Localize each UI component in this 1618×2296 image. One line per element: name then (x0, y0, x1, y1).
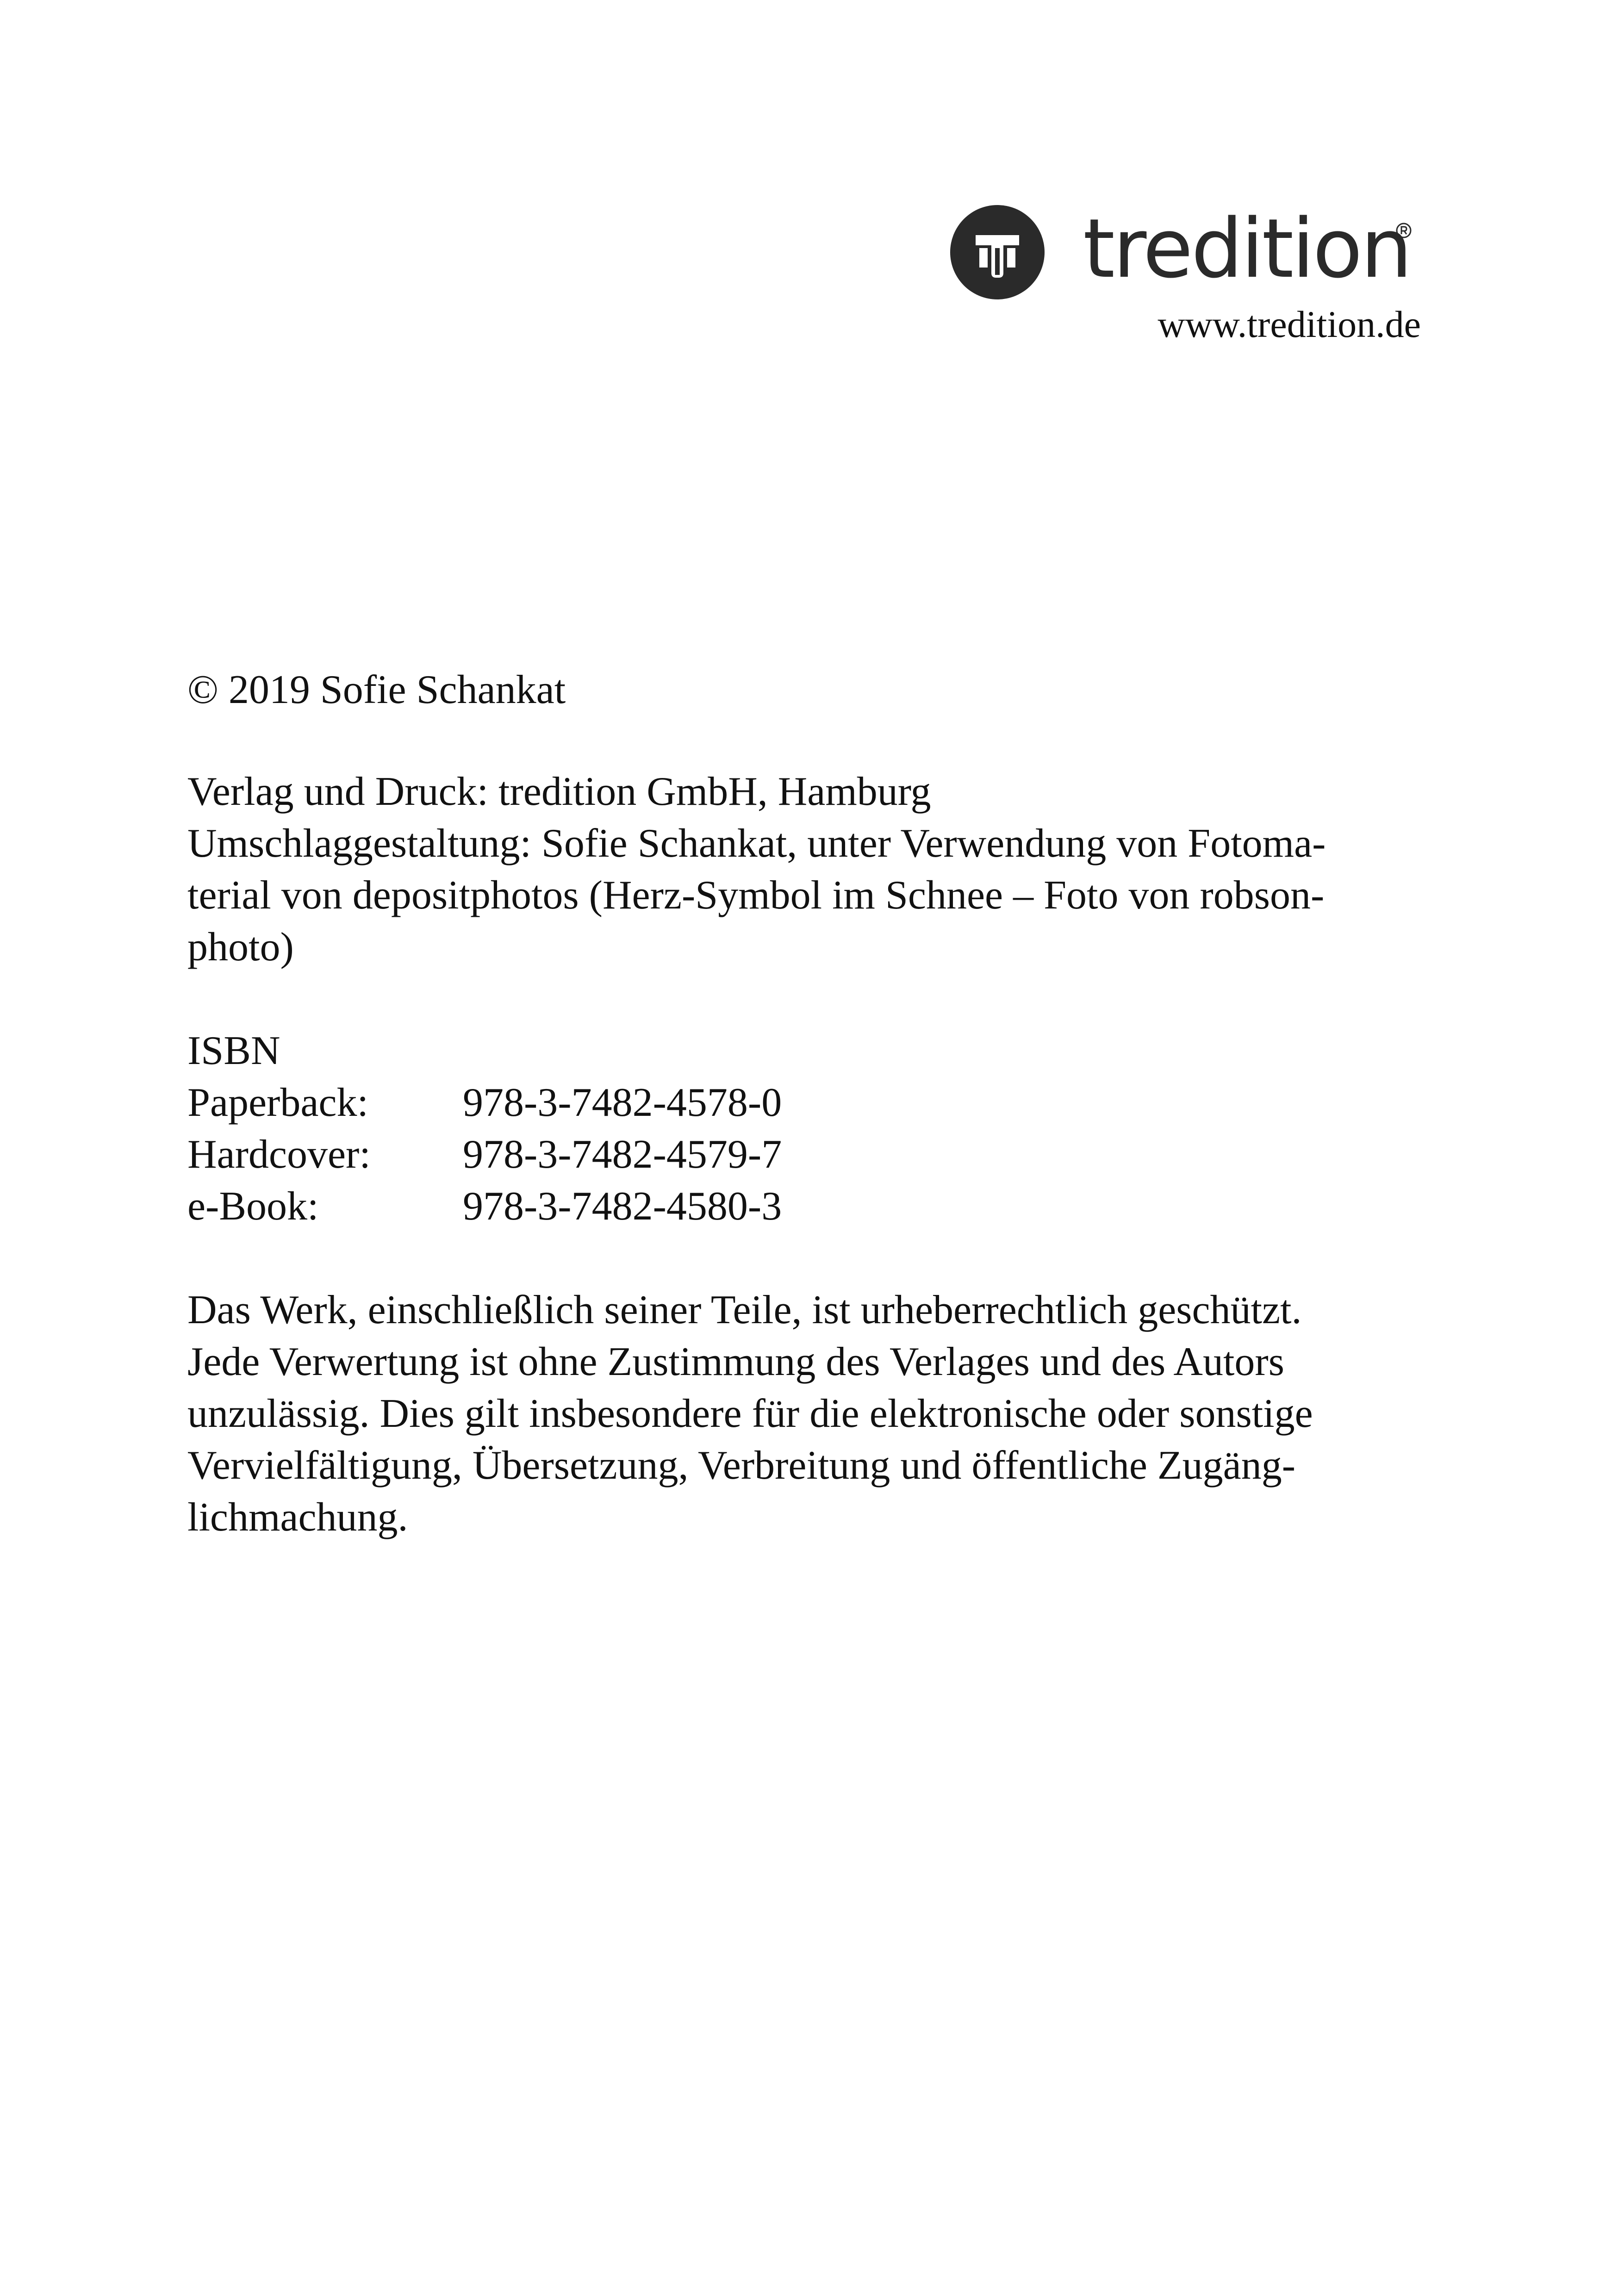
registered-trademark-icon (1395, 222, 1412, 239)
legal-line: Jede Verwertung ist ohne Zustimmung des Verlages und des Autors (187, 1339, 1284, 1384)
isbn-heading: ISBN (187, 1028, 280, 1073)
imprint-block (187, 766, 1437, 973)
isbn-block (187, 1025, 1437, 1232)
imprint-line: terial von depositphotos (Herz-Symbol im Schnee – Foto von robson- (187, 873, 1325, 918)
isbn-row-hardcover (187, 1129, 1437, 1181)
isbn-value: 978-3-7482-4580-3 (463, 1184, 782, 1229)
legal-notice (187, 1284, 1437, 1543)
publisher-website: www.tredition.de (1157, 303, 1421, 345)
isbn-row-paperback (187, 1077, 1437, 1129)
imprint-line: Verlag und Druck: tredition GmbH, Hamburg (187, 769, 931, 814)
isbn-row-ebook (187, 1181, 1437, 1232)
legal-line: Das Werk, einschließlich seiner Teile, ist urheberrechtlich geschützt. (187, 1288, 1302, 1332)
isbn-label: Hardcover: (187, 1132, 371, 1177)
legal-line: unzulässig. Dies gilt insbesondere für die elektronische oder sonstige (187, 1391, 1313, 1436)
logo-wordmark: tredition (1083, 201, 1411, 296)
publisher-logo (949, 201, 1421, 305)
copyright-line: © 2019 Sofie Schankat (187, 667, 566, 712)
isbn-label: e-Book: (187, 1184, 319, 1229)
imprint-line: photo) (187, 925, 294, 970)
isbn-value: 978-3-7482-4579-7 (463, 1132, 782, 1177)
copyright-notice (187, 664, 1437, 716)
isbn-label: Paperback: (187, 1080, 368, 1125)
legal-line: Vervielfältigung, Übersetzung, Verbreitung und öffentliche Zugäng- (187, 1443, 1296, 1488)
isbn-value: 978-3-7482-4578-0 (463, 1080, 782, 1125)
imprint-line: Umschlaggestaltung: Sofie Schankat, unter Verwendung von Fotoma- (187, 821, 1326, 866)
legal-line: lichmachung. (187, 1495, 408, 1540)
tredition-logo-icon (949, 204, 1046, 301)
